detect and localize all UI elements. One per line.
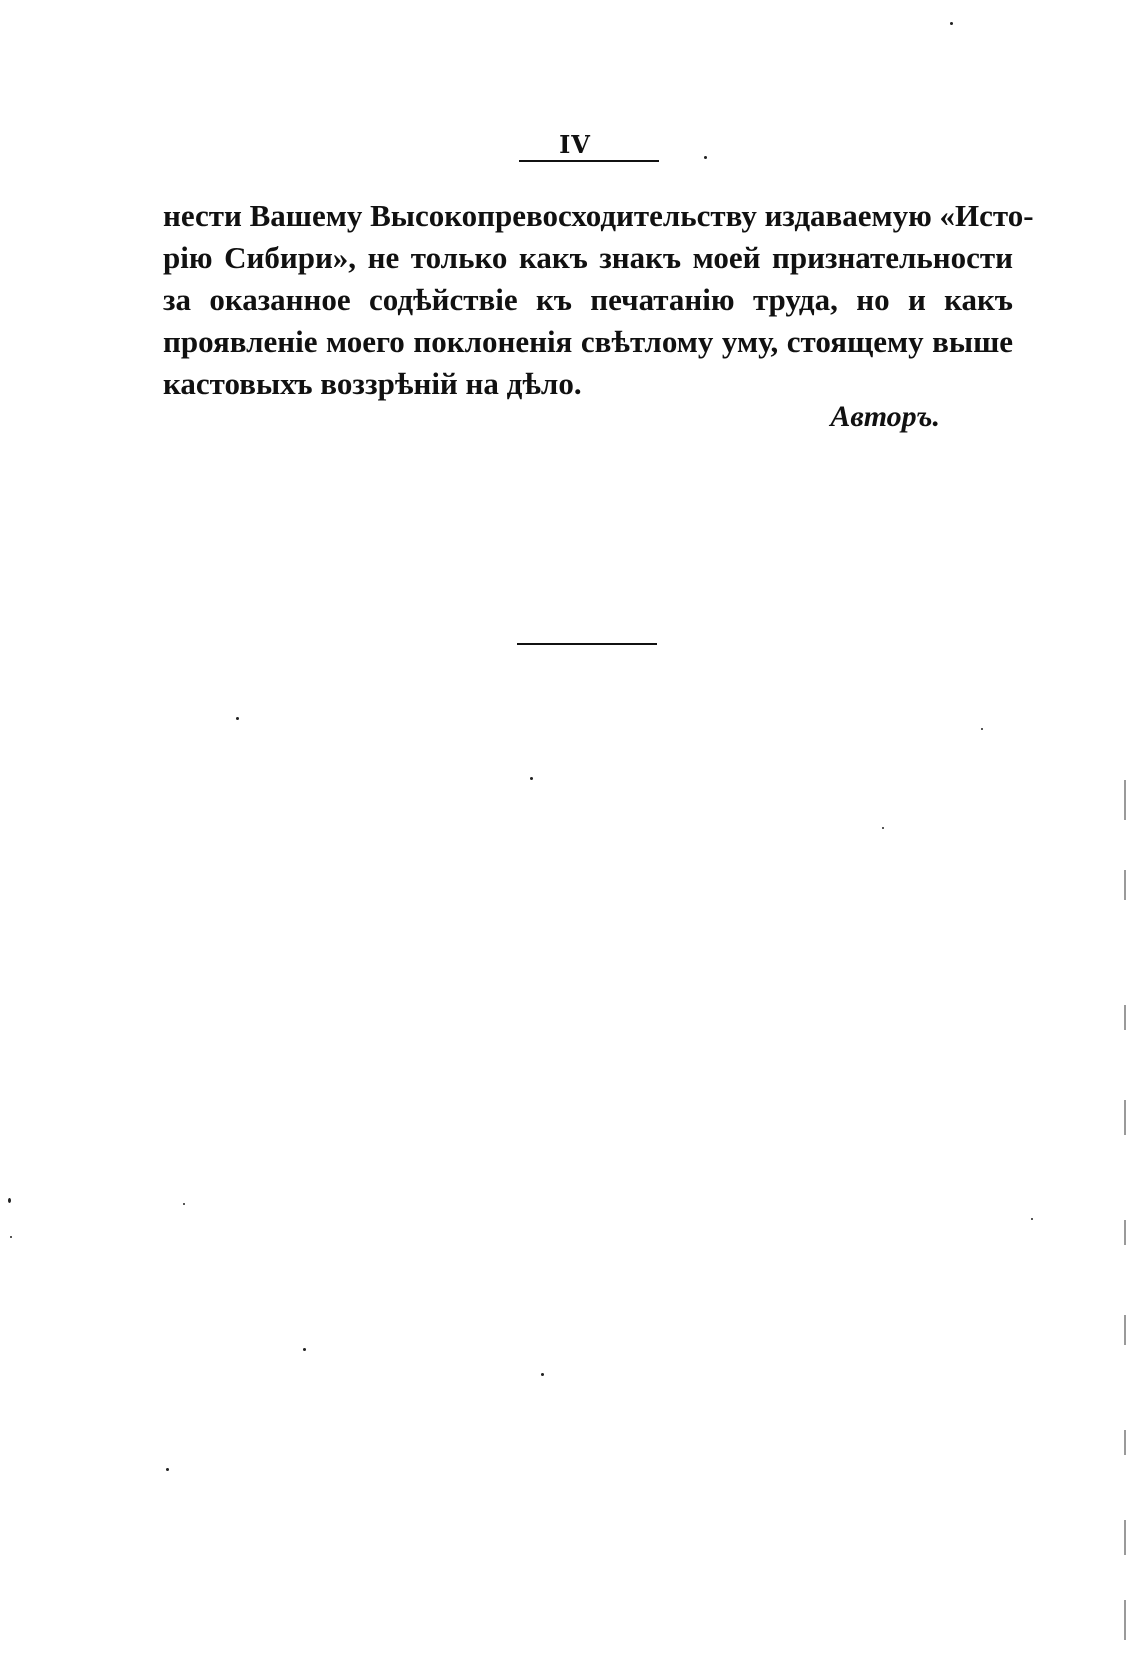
scan-edge-mark xyxy=(1124,1220,1126,1245)
header-rule xyxy=(519,160,659,162)
scan-edge-mark xyxy=(1124,1100,1126,1135)
scan-speck xyxy=(8,1198,11,1203)
scan-edge-mark xyxy=(1124,1005,1126,1030)
scan-speck xyxy=(704,156,707,159)
scan-speck xyxy=(1031,1218,1033,1220)
scan-speck xyxy=(530,777,533,780)
scan-edge-mark xyxy=(1124,1430,1126,1455)
page-number: IV xyxy=(559,130,591,159)
text-line: рію Сибири», не только какъ знакъ моей признательности xyxy=(163,240,1013,275)
text-line: нести Вашему Высокопревосходительству издаваемую «Исто- xyxy=(163,198,1034,233)
scan-edge-mark xyxy=(1124,1520,1126,1555)
scan-edge-mark xyxy=(1124,1600,1126,1640)
footer-rule xyxy=(517,643,657,645)
scan-speck xyxy=(10,1236,12,1238)
scan-edge-mark xyxy=(1124,1315,1126,1345)
scan-edge-mark xyxy=(1124,780,1126,820)
scan-speck xyxy=(303,1348,306,1351)
scan-speck xyxy=(183,1203,185,1205)
text-line: кастовыхъ воззрѣній на дѣло. xyxy=(163,366,582,401)
scan-speck xyxy=(541,1373,544,1376)
body-paragraph xyxy=(163,195,1034,405)
scan-speck xyxy=(236,717,239,720)
scan-speck xyxy=(950,22,953,25)
scan-speck xyxy=(981,728,983,730)
scan-speck xyxy=(882,827,884,829)
text-line: проявленіе моего поклоненія свѣтлому уму, стоящему выше xyxy=(163,324,1013,359)
author-signature: Авторъ. xyxy=(830,400,940,433)
scan-edge-mark xyxy=(1124,870,1126,900)
scan-speck xyxy=(166,1468,169,1471)
text-line: за оказанное содѣйствіе къ печатанію труда, но и какъ xyxy=(163,282,1013,317)
